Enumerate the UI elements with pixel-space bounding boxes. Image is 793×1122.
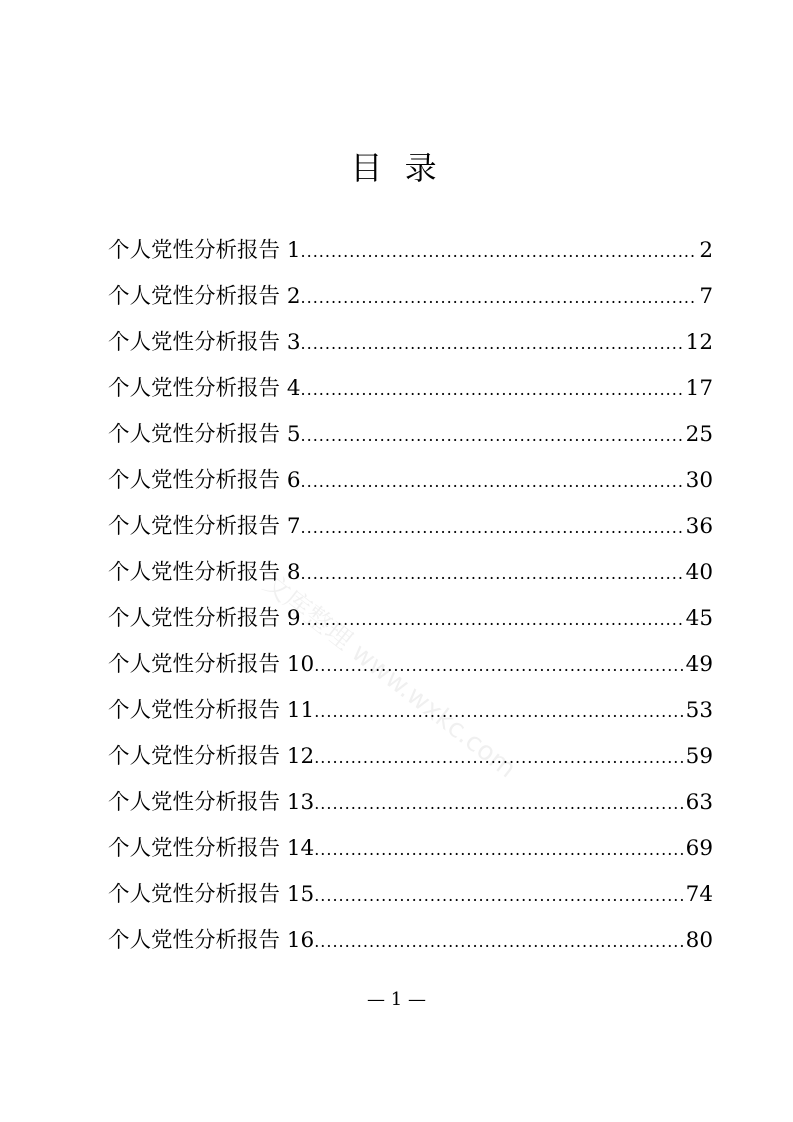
toc-entry-page: 36	[685, 514, 713, 539]
toc-dot-leader	[301, 274, 698, 320]
toc-entry[interactable]	[108, 642, 713, 688]
toc-entry-label: 个人党性分析报告 6	[108, 468, 301, 493]
toc-entry-page: 2	[699, 238, 713, 263]
toc-entry[interactable]	[108, 366, 713, 412]
toc-entry-label: 个人党性分析报告 1	[108, 238, 301, 263]
toc-entry-page: 74	[685, 882, 713, 907]
page-number: — 1 —	[367, 989, 426, 1010]
toc-entry[interactable]	[108, 780, 713, 826]
toc-entry-page: 25	[685, 422, 713, 447]
toc-dot-leader	[314, 872, 683, 918]
toc-entry[interactable]	[108, 826, 713, 872]
toc-entry-page: 63	[685, 790, 713, 815]
toc-dot-leader	[301, 412, 684, 458]
toc-entry[interactable]	[108, 320, 713, 366]
toc-entry-page: 80	[685, 928, 713, 953]
toc-entry-page: 30	[685, 468, 713, 493]
toc-entry[interactable]	[108, 918, 713, 964]
toc-entry[interactable]	[108, 596, 713, 642]
toc-entry[interactable]	[108, 734, 713, 780]
toc-entry[interactable]	[108, 458, 713, 504]
toc-dot-leader	[314, 918, 683, 964]
toc-entry-page: 59	[685, 744, 713, 769]
toc-entry-page: 69	[685, 836, 713, 861]
toc-dot-leader	[301, 320, 684, 366]
toc-entry-label: 个人党性分析报告 15	[108, 882, 315, 907]
toc-dot-leader	[314, 688, 683, 734]
table-of-contents	[108, 228, 713, 964]
toc-entry-page: 7	[699, 284, 713, 309]
toc-entry-label: 个人党性分析报告 11	[108, 698, 315, 723]
toc-dot-leader	[314, 642, 683, 688]
toc-entry-page: 45	[685, 606, 713, 631]
toc-entry-page: 40	[685, 560, 713, 585]
toc-dot-leader	[301, 550, 684, 596]
toc-dot-leader	[301, 228, 698, 274]
toc-entry[interactable]	[108, 228, 713, 274]
toc-entry-label: 个人党性分析报告 16	[108, 928, 315, 953]
toc-dot-leader	[314, 780, 683, 826]
toc-dot-leader	[314, 734, 683, 780]
toc-entry-label: 个人党性分析报告 7	[108, 514, 301, 539]
toc-entry[interactable]	[108, 550, 713, 596]
watermark: 文库整理 www.wxkc.com	[257, 568, 522, 785]
toc-entry-label: 个人党性分析报告 13	[108, 790, 315, 815]
toc-entry-label: 个人党性分析报告 12	[108, 744, 315, 769]
toc-entry[interactable]	[108, 274, 713, 320]
toc-dot-leader	[301, 366, 684, 412]
toc-dot-leader	[301, 458, 684, 504]
toc-entry[interactable]	[108, 412, 713, 458]
toc-dot-leader	[301, 504, 684, 550]
page-title: 目 录	[350, 149, 443, 187]
toc-entry[interactable]	[108, 688, 713, 734]
toc-entry[interactable]	[108, 872, 713, 918]
toc-dot-leader	[314, 826, 683, 872]
toc-entry-label: 个人党性分析报告 2	[108, 284, 301, 309]
toc-entry-page: 17	[685, 376, 713, 401]
toc-entry-label: 个人党性分析报告 9	[108, 606, 301, 631]
toc-entry[interactable]	[108, 504, 713, 550]
toc-entry-page: 53	[685, 698, 713, 723]
toc-entry-label: 个人党性分析报告 5	[108, 422, 301, 447]
toc-entry-page: 12	[685, 330, 713, 355]
toc-dot-leader	[301, 596, 684, 642]
toc-entry-label: 个人党性分析报告 3	[108, 330, 301, 355]
toc-entry-page: 49	[685, 652, 713, 677]
toc-entry-label: 个人党性分析报告 14	[108, 836, 315, 861]
toc-entry-label: 个人党性分析报告 8	[108, 560, 301, 585]
toc-entry-label: 个人党性分析报告 10	[108, 652, 315, 677]
toc-entry-label: 个人党性分析报告 4	[108, 376, 301, 401]
